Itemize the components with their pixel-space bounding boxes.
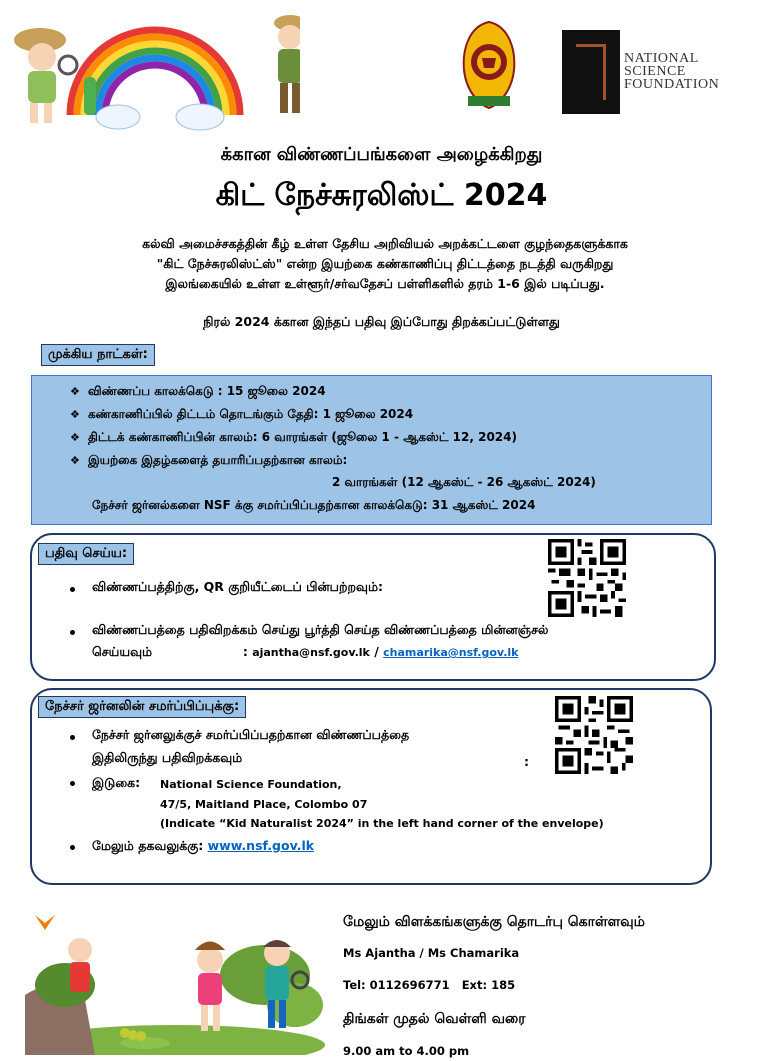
- intro-line: இலங்கையில் உள்ள உள்ளூர்/சர்வதேசப் பள்ளிகளில் தரம் 1-6 இல் படிப்பது.: [165, 276, 605, 291]
- intro-paragraph: [30, 234, 740, 294]
- contact-days: திங்கள் முதல் வெள்ளி வரை: [343, 1011, 526, 1027]
- journal-qr-code[interactable]: [555, 696, 633, 774]
- page-subtitle: க்கான விண்ணப்பங்களை அழைக்கிறது: [220, 144, 543, 165]
- email-ajantha[interactable]: ajantha@nsf.gov.lk: [252, 646, 370, 659]
- key-date-item: ❖ விண்ணப்ப காலக்கெடு : 15 ஜூலை 2024: [70, 384, 326, 398]
- address-line: (Indicate “Kid Naturalist 2024” in the left hand corner of the envelope): [160, 817, 604, 830]
- more-info-line: மேலும் தகவலுக்கு: www.nsf.gov.lk: [92, 838, 315, 853]
- key-dates-panel: [31, 375, 712, 525]
- journal-download-colon: :: [524, 754, 529, 769]
- key-date-continuation: 2 வாரங்கள் (12 ஆகஸ்ட் - 26 ஆகஸ்ட் 2024): [332, 475, 596, 489]
- bullet-icon: [70, 781, 75, 786]
- key-date-item: ❖ கண்காணிப்பில் திட்டம் தொடங்கும் தேதி: 1 ஜூலை 2024: [70, 407, 414, 421]
- contact-hours: 9.00 am to 4.00 pm: [343, 1044, 470, 1058]
- header-illustration: [10, 5, 300, 135]
- journal-label: நேச்சர் ஜர்னலின் சமர்ப்பிப்புக்கு:: [38, 696, 246, 718]
- register-qr-instruction: விண்ணப்பத்திற்கு, QR குறியீட்டைப் பின்பற்றவும்:: [92, 579, 384, 594]
- email-chamarika-link[interactable]: chamarika@nsf.gov.lk: [383, 646, 519, 659]
- contact-phone: Tel: 0112696771 Ext: 185: [343, 978, 516, 992]
- nsf-logo-line: FOUNDATION: [624, 77, 720, 92]
- key-date-item: ❖ இயற்கை இதழ்களைத் தயாரிப்பதற்கான காலம்:: [70, 453, 348, 467]
- diamond-bullet-icon: ❖: [70, 385, 80, 398]
- diamond-bullet-icon: ❖: [70, 408, 80, 421]
- journal-deadline: நேச்சர் ஜர்னல்களை NSF க்கு சமர்ப்பிப்பதற்கான காலக்கெடு: 31 ஆகஸ்ட் 2024: [92, 498, 536, 512]
- register-email-line: செய்யவும் : ajantha@nsf.gov.lk / chamarika@nsf.gov.lk: [92, 644, 519, 659]
- registration-open-notice: நிரல் 2024 க்கான இந்தப் பதிவு இப்போது திறக்கப்பட்டுள்ளது: [203, 314, 560, 329]
- nsf-logo: [562, 30, 720, 114]
- nsf-logo-line: NATIONAL: [624, 51, 699, 66]
- nsf-website-link[interactable]: www.nsf.gov.lk: [207, 838, 315, 853]
- contact-heading: மேலும் விளக்கங்களுக்கு தொடர்பு கொள்ளவும்: [343, 914, 645, 930]
- register-section: [30, 533, 716, 681]
- address-line: National Science Foundation,: [160, 778, 342, 791]
- government-emblem: [458, 18, 520, 113]
- bullet-icon: [70, 845, 75, 850]
- diamond-bullet-icon: ❖: [70, 431, 80, 444]
- bullet-icon: [70, 630, 75, 635]
- post-label: இடுகை:: [92, 775, 141, 790]
- journal-download-line-1: நேச்சர் ஜர்னலுக்குச் சமர்ப்பிப்பதற்கான விண்ணப்பத்தை: [92, 727, 410, 742]
- register-email-instruction: விண்ணப்பத்தை பதிவிறக்கம் செய்து பூர்த்தி செய்த விண்ணப்பத்தை மின்னஞ்சல்: [92, 622, 549, 637]
- register-qr-code[interactable]: [548, 539, 626, 617]
- key-dates-label: முக்கிய நாட்கள்:: [41, 344, 155, 366]
- bullet-icon: [70, 587, 75, 592]
- journal-download-line-2: இதிலிருந்து பதிவிறக்கவும்: [92, 750, 243, 765]
- journal-submission-section: [30, 688, 712, 885]
- kids-nature-illustration: [25, 905, 325, 1055]
- key-date-item: ❖ திட்டக் கண்காணிப்பின் காலம்: 6 வாரங்கள் (ஜூலை 1 - ஆகஸ்ட் 12, 2024): [70, 430, 517, 444]
- intro-line: கல்வி அமைச்சகத்தின் கீழ் உள்ள தேசிய அறிவியல் அறக்கட்டளை குழந்தைகளுக்காக: [142, 236, 628, 251]
- nsf-logo-line: SCIENCE: [624, 64, 686, 79]
- intro-line: "கிட் நேச்சுரலிஸ்ட்ஸ்" என்ற இயற்கை கண்காணிப்பு திட்டத்தை நடத்தி வருகிறது: [156, 256, 614, 271]
- page-title: கிட் நேச்சுரலிஸ்ட் 2024: [215, 178, 548, 213]
- contact-names: Ms Ajantha / Ms Chamarika: [343, 946, 520, 960]
- address-line: 47/5, Maitland Place, Colombo 07: [160, 798, 368, 811]
- register-label: பதிவு செய்ய:: [38, 543, 134, 565]
- bullet-icon: [70, 735, 75, 740]
- diamond-bullet-icon: ❖: [70, 454, 80, 467]
